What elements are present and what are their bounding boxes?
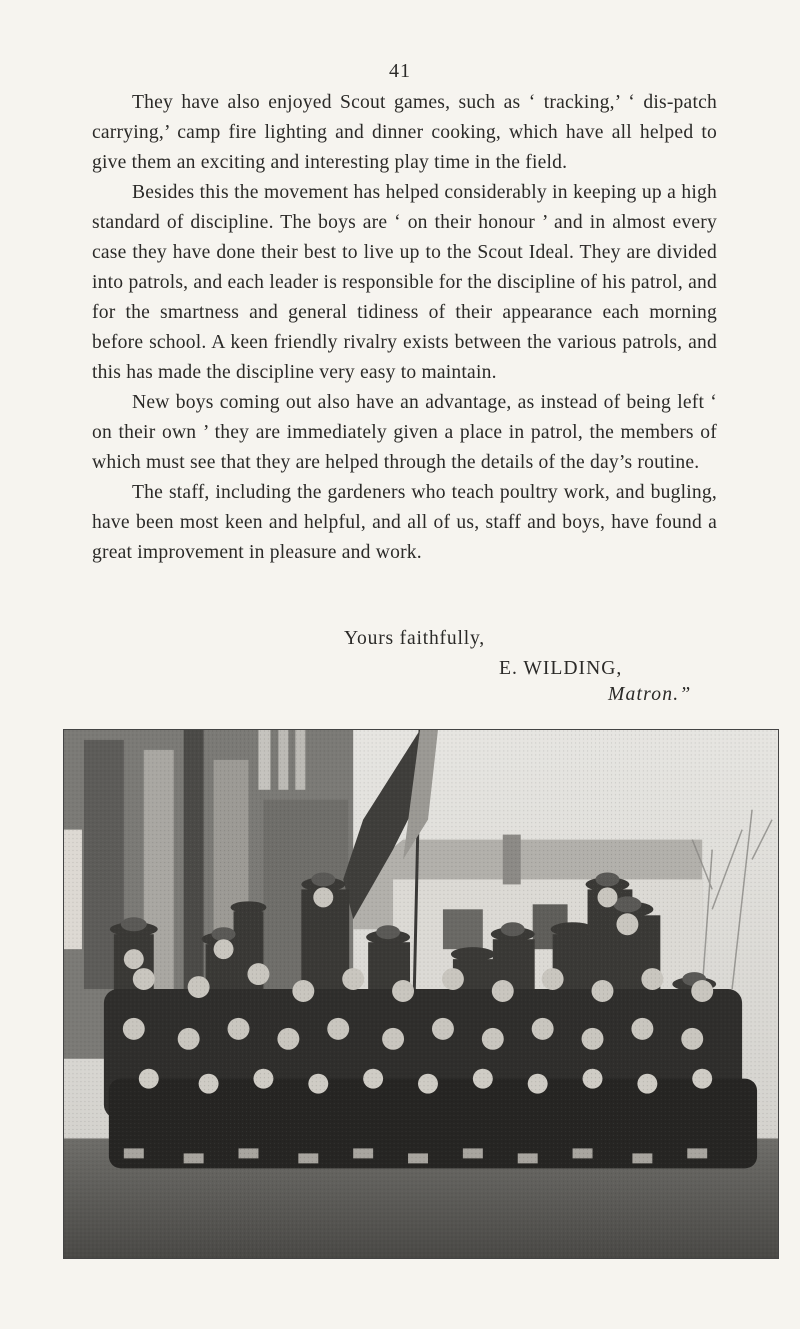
page-number: 41: [389, 60, 411, 82]
photograph-image: [64, 730, 778, 1258]
group-photograph: [63, 729, 779, 1259]
paragraph-1: They have also enjoyed Scout games, such as ‘ tracking,’ ‘ dis-patch carrying,’ camp fire lighting and dinner cooking, which have all helped to give them an exciting and interesting play time in the field.: [92, 92, 717, 173]
photo-grain: [64, 730, 778, 1258]
signature-title: Matron.”: [608, 684, 692, 705]
closing-salutation: Yours faithfully,: [344, 628, 485, 649]
letter-body: [92, 88, 717, 568]
paragraph-4: The staff, including the gardeners who teach poultry work, and bugling, have been most keen and helpful, and all of us, staff and boys, have found a great improvement in pleasure and work.: [92, 482, 717, 563]
paragraph-2: Besides this the movement has helped considerably in keeping up a high standard of discipline. The boys are ‘ on their honour ’ and in almost every case they have done their best to live up to the Scout Ideal. They are divided into patrols, and each leader is responsible for the discipline of his patrol, and for the smartness and general tidiness of their appearance each morning before school. A keen friendly rivalry exists between the various patrols, and this has made the discipline very easy to maintain.: [92, 182, 717, 383]
signature-name: E. WILDING,: [499, 658, 623, 679]
paragraph-3: New boys coming out also have an advantage, as instead of being left ‘ on their own ’ they are immediately given a place in patrol, the members of which must see that they are helped through the details of the day’s routine.: [92, 392, 717, 473]
